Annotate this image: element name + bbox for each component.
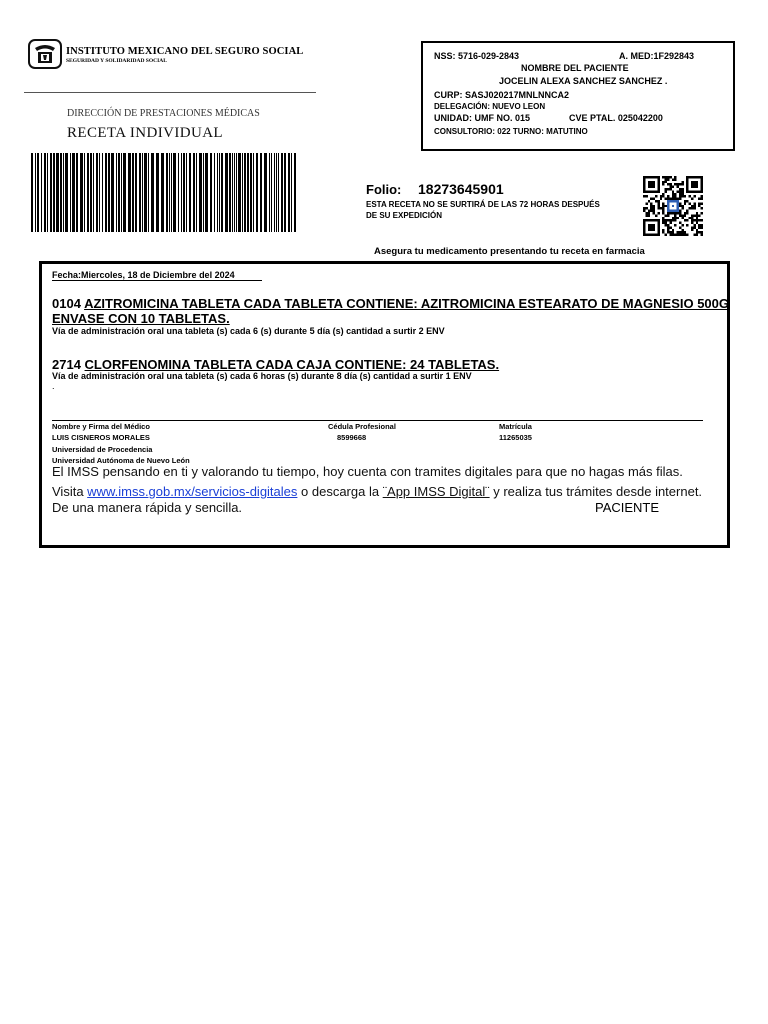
imss-message-line2: Visita www.imss.gob.mx/servicios-digitales o descarga la ¨App IMSS Digital¨ y realiza tus trámites desde internet. [52,484,703,499]
folio-label: Folio: [366,182,402,197]
doctor-name-label: Nombre y Firma del Médico [52,422,150,431]
qr-code-icon [643,176,703,236]
consultorio-turno: CONSULTORIO: 022 TURNO: MATUTINO [434,127,588,136]
validity-note: ESTA RECETA NO SE SURTIRÁ DE LAS 72 HORAS DESPUÉS DE SU EXPEDICIÓN [366,200,600,220]
medication-2-instructions: Vía de administración oral una tableta (s) cada 6 horas (s) durante 8 día (s) cantidad a surtir 1 ENV [52,371,472,381]
medication-code: 0104 [52,296,81,311]
imss-message-line3: De una manera rápida y sencilla. [52,500,243,515]
medication-1-line1 [52,296,729,311]
medication-description: AZITROMICINA TABLETA CADA TABLETA CONTIENE: AZITROMICINA ESTEARATO DE MAGNESIO 500G [84,296,729,311]
copy-label: PACIENTE [595,500,660,515]
header-divider [24,92,316,93]
matricula-label: Matrícula [499,422,532,431]
unidad: UNIDAD: UMF NO. 015 [434,113,531,123]
doctor-name: LUIS CISNEROS MORALES [52,433,150,442]
a-med: A. MED:1F292843 [619,51,695,61]
curp: CURP: SASJ020217MNLNNCA2 [434,90,570,100]
medication-code: 2714 [52,357,81,372]
trailing-dot: . [52,381,55,391]
cve-ptal: CVE PTAL. 025042200 [569,113,663,123]
imss-eagle-logo-icon [28,39,62,69]
medication-description: CLORFENOMINA TABLETA CADA CAJA CONTIENE: 24 TABLETAS. [84,357,500,372]
university-name: Universidad Autónoma de Nuevo León [52,456,190,465]
cedula-number: 8599668 [337,433,367,442]
patient-name-label: NOMBRE DEL PACIENTE [521,63,629,73]
university-label: Universidad de Procedencia [52,445,153,454]
cedula-label: Cédula Profesional [328,422,396,431]
nss: NSS: 5716-029-2843 [434,51,520,61]
patient-name: JOCELIN ALEXA SANCHEZ SANCHEZ . [499,76,668,86]
direction-label: DIRECCIÓN DE PRESTACIONES MÉDICAS [67,108,260,119]
barcode-icon [31,153,297,232]
imss-message-line1: El IMSS pensando en ti y valorando tu tiempo, hoy cuenta con tramites digitales para que no hagas más filas. [52,464,683,479]
signature-line [52,420,703,421]
document-title: RECETA INDIVIDUAL [67,125,223,141]
services-link[interactable]: www.imss.gob.mx/servicios-digitales [87,484,298,499]
date-underline [52,280,262,281]
pharmacy-note: Asegura tu medicamento presentando tu receta en farmacia [374,246,645,257]
institution-motto: SEGURIDAD Y SOLIDARIDAD SOCIAL [66,58,167,64]
delegacion: DELEGACIÓN: NUEVO LEON [434,102,546,111]
patient-info-box [421,41,735,151]
app-name: ¨App IMSS Digital¨ [382,484,490,499]
prescription-date: Fecha:Miercoles, 18 de Diciembre del 2024 [52,270,235,280]
institution-name: INSTITUTO MEXICANO DEL SEGURO SOCIAL [66,46,304,57]
folio-number: 18273645901 [418,181,504,197]
matricula-number: 11265035 [499,433,532,442]
medication-2-line1 [52,357,499,372]
medication-1-line2: ENVASE CON 10 TABLETAS. [52,311,230,326]
medication-1-instructions: Vía de administración oral una tableta (s) cada 6 (s) durante 5 día (s) cantidad a surtir 2 ENV [52,326,445,336]
